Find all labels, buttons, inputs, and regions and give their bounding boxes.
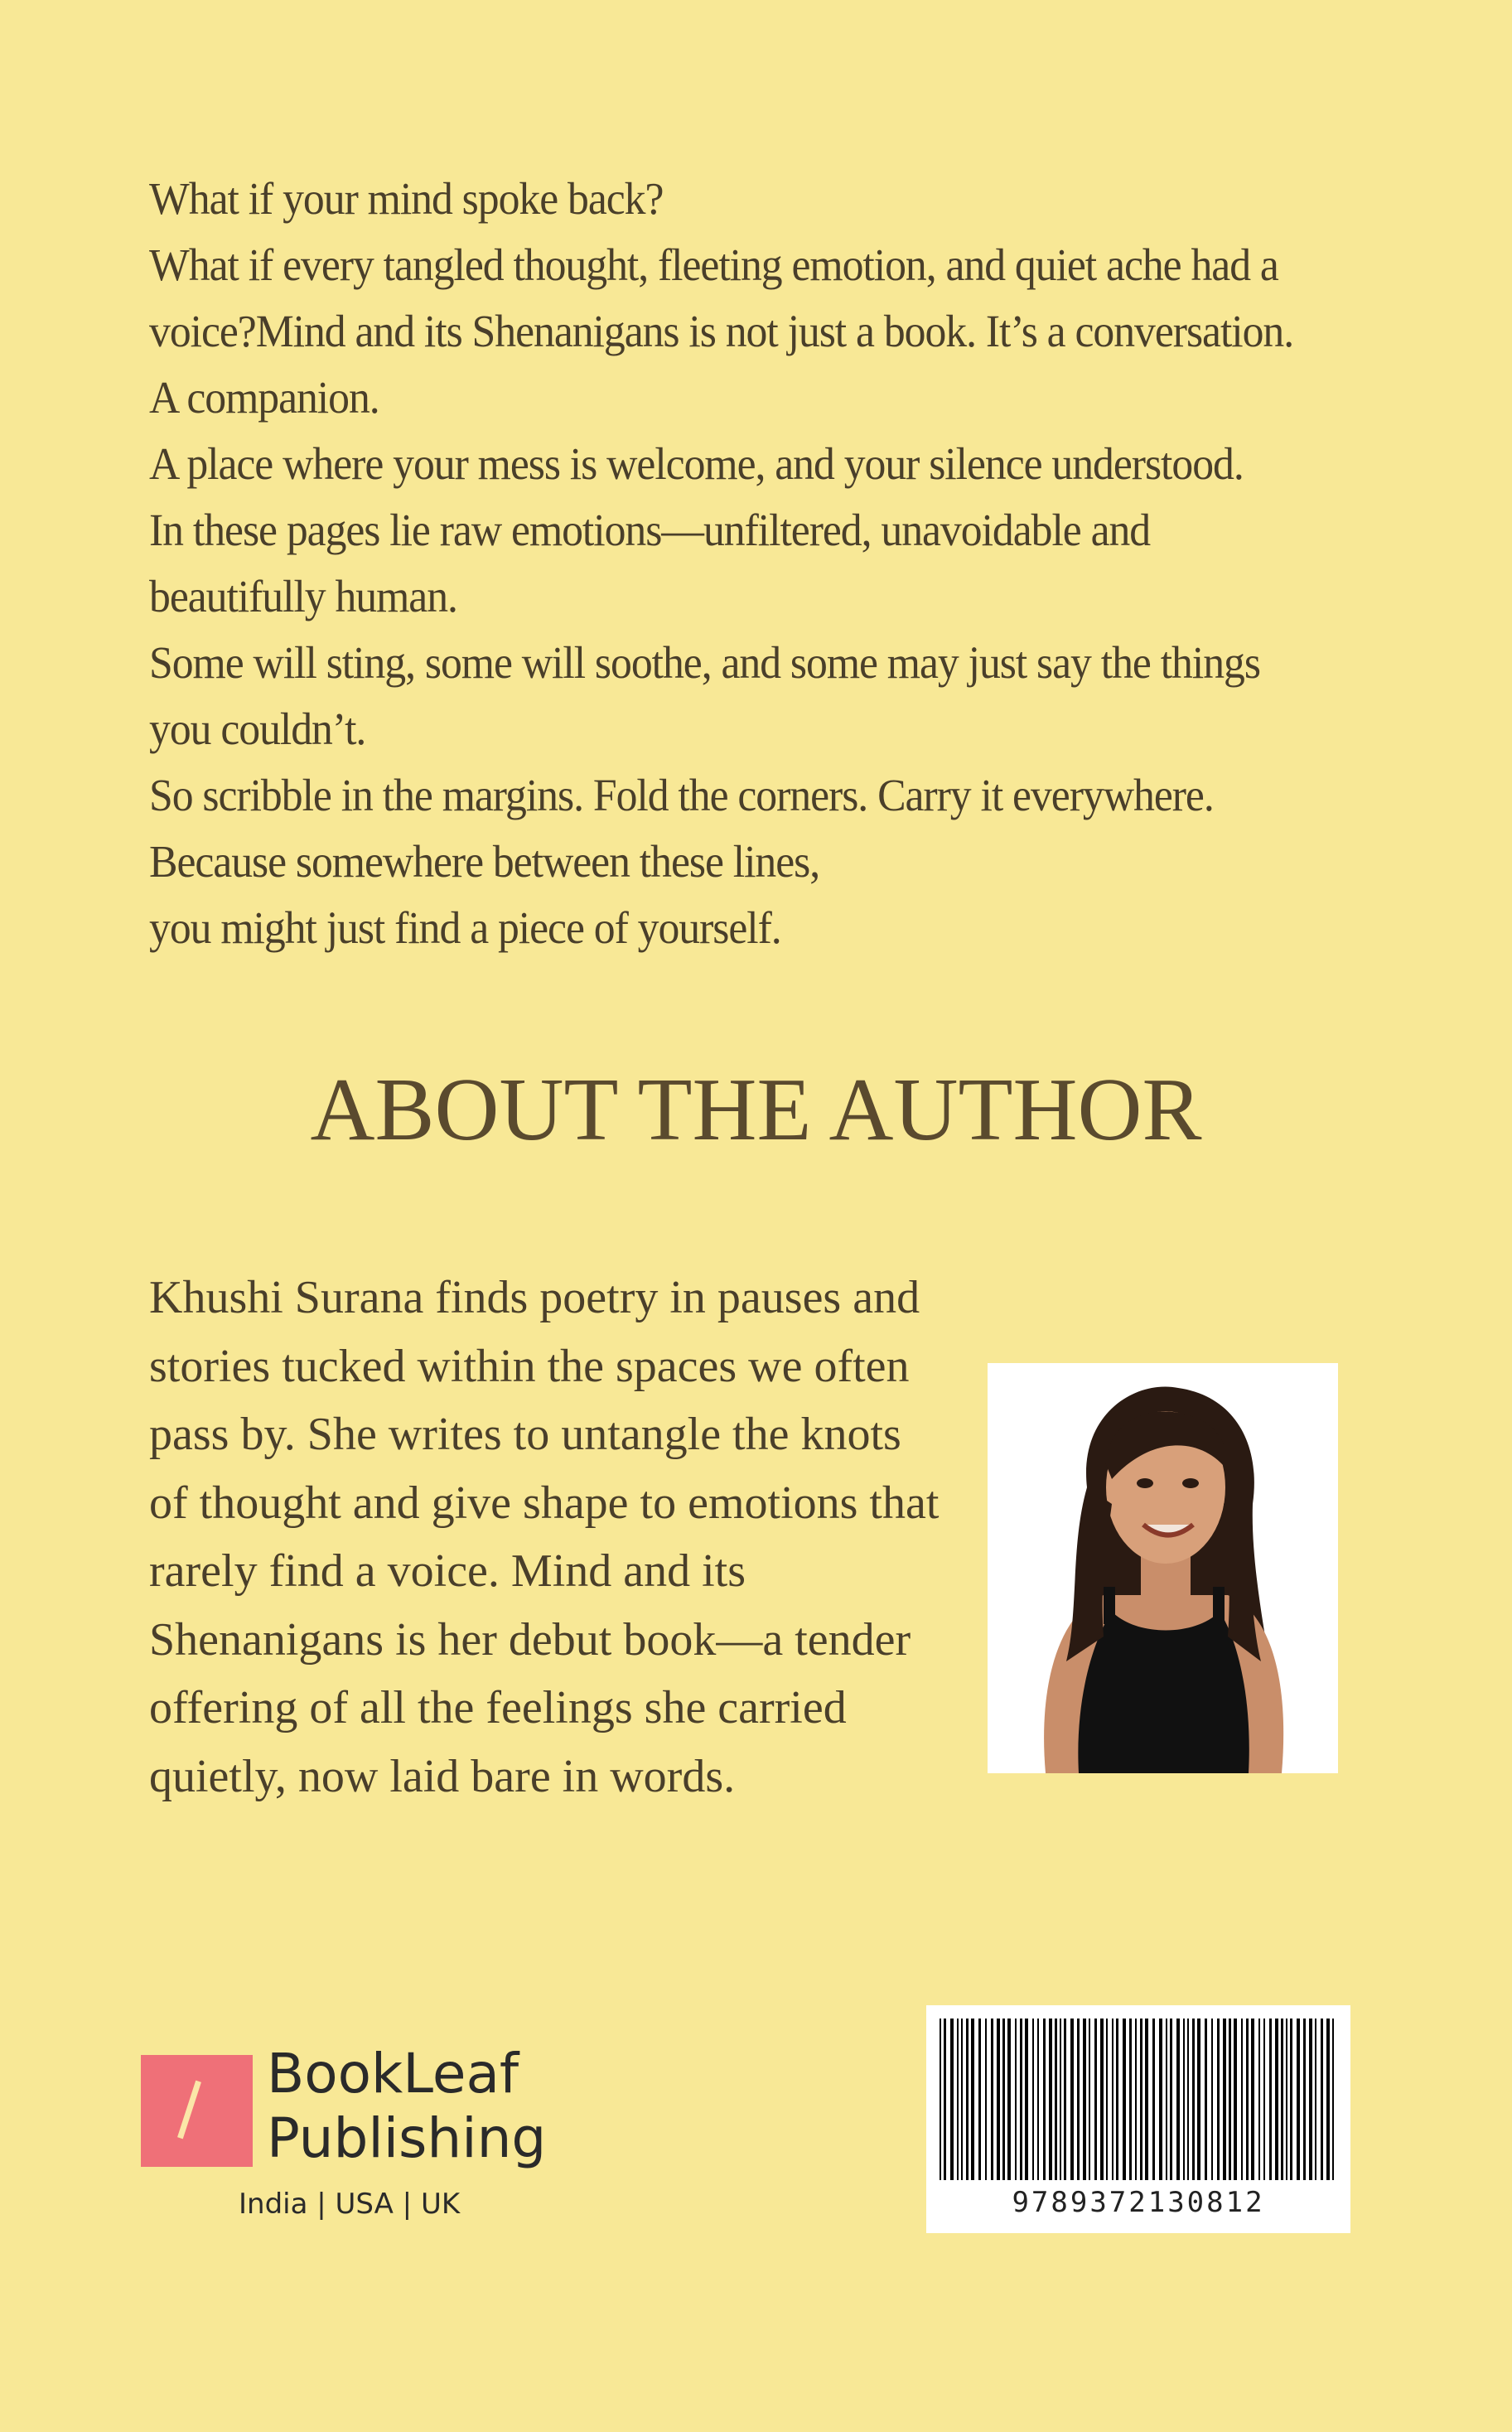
barcode-bar (1145, 2019, 1148, 2180)
barcode-bar (1246, 2019, 1249, 2180)
author-photo (988, 1363, 1338, 1773)
barcode-bar (940, 2019, 941, 2180)
barcode-bar (1217, 2019, 1220, 2180)
barcode-bar (1297, 2019, 1300, 2180)
barcode-bar (1064, 2019, 1066, 2180)
barcode-bars (938, 2019, 1339, 2184)
barcode-bar (1002, 2019, 1005, 2180)
barcode-bar (1211, 2019, 1213, 2180)
blurb-line: What if every tangled thought, fleeting emotion, and quiet ache had a voice?Mind and its Shenanigans is not just a book. It’s a conversation. A companion. (149, 239, 1294, 423)
barcode-bar (1197, 2019, 1200, 2180)
isbn-number: 9789372130812 (1012, 2186, 1265, 2219)
barcode-bar (971, 2019, 974, 2180)
barcode-bar (950, 2019, 954, 2180)
barcode-bar (1166, 2019, 1167, 2180)
blurb-line: Some will sting, some will soothe, and some may just say the things you couldn’t. (149, 637, 1260, 754)
barcode-bar (1037, 2019, 1039, 2180)
barcode-bar (1106, 2019, 1108, 2180)
barcode-bar (1025, 2019, 1028, 2180)
barcode-bar (1070, 2019, 1074, 2180)
barcode-bar (1060, 2019, 1061, 2180)
barcode-bar (1263, 2019, 1265, 2180)
barcode-bar (1083, 2019, 1086, 2180)
bookleaf-logo-icon (141, 2055, 253, 2167)
barcode-bar (1159, 2019, 1162, 2180)
barcode-bar (1170, 2019, 1172, 2180)
barcode-bar (1129, 2019, 1132, 2180)
barcode (926, 2005, 1350, 2233)
barcode-bar (1286, 2019, 1287, 2180)
publisher-name-line1: BookLeaf (267, 2042, 519, 2106)
barcode-bar (978, 2019, 981, 2180)
barcode-bar (1007, 2019, 1011, 2180)
barcode-bar (1241, 2019, 1243, 2180)
barcode-bar (1251, 2019, 1254, 2180)
barcode-bar (1049, 2019, 1052, 2180)
barcode-bar (961, 2019, 963, 2180)
publisher-logo (141, 2042, 572, 2237)
back-cover-blurb (149, 166, 1317, 961)
barcode-bar (985, 2019, 987, 2180)
barcode-bar (1094, 2019, 1097, 2180)
author-bio: Khushi Surana finds poetry in pauses and stories tucked within the spaces we often pass by. She writes to untangle the knots of thought and give shape to emotions that rarely find a voice. Mind and its Shenanigans is her debut book—a tender offering of all the feelings she carried quietly, now laid bare in words. (149, 1272, 940, 1802)
barcode-bar (1187, 2019, 1189, 2180)
barcode-bar (1258, 2019, 1260, 2180)
barcode-bar (1234, 2019, 1237, 2180)
publisher-regions: India | USA | UK (239, 2188, 461, 2221)
barcode-bar (1020, 2019, 1022, 2180)
barcode-bar (957, 2019, 959, 2180)
barcode-bar (1123, 2019, 1126, 2180)
blurb-line: Because somewhere between these lines, (149, 836, 820, 887)
barcode-bar (1281, 2019, 1283, 2180)
barcode-bar (1183, 2019, 1185, 2180)
barcode-bar (1112, 2019, 1113, 2180)
blurb-line: What if your mind spoke back? (149, 173, 664, 224)
barcode-bar (1055, 2019, 1057, 2180)
barcode-bar (1332, 2019, 1334, 2180)
barcode-bar (944, 2019, 946, 2180)
barcode-bar (1032, 2019, 1034, 2180)
barcode-bar (997, 2019, 1000, 2180)
blurb-line: A place where your mess is welcome, and your silence understood. (149, 438, 1244, 489)
barcode-bar (1135, 2019, 1137, 2180)
barcode-bar (1290, 2019, 1292, 2180)
barcode-bar (1223, 2019, 1226, 2180)
author-portrait-icon (988, 1363, 1338, 1773)
barcode-bar (1015, 2019, 1017, 2180)
about-author-heading: ABOUT THE AUTHOR (310, 1061, 1202, 1159)
barcode-bar (1229, 2019, 1231, 2180)
barcode-bar (1089, 2019, 1090, 2180)
barcode-bar (1116, 2019, 1118, 2180)
blurb-line: So scribble in the margins. Fold the corners. Carry it everywhere. (149, 770, 1214, 820)
barcode-bar (1043, 2019, 1046, 2180)
publisher-name-line2: Publishing (267, 2106, 547, 2170)
publisher-name (267, 2042, 546, 2171)
barcode-bar (1303, 2019, 1306, 2180)
barcode-bar (966, 2019, 969, 2180)
barcode-bar (1275, 2019, 1278, 2180)
barcode-bar (1205, 2019, 1207, 2180)
barcode-bar (991, 2019, 993, 2180)
barcode-bar (1269, 2019, 1272, 2180)
barcode-bar (1140, 2019, 1142, 2180)
barcode-bar (1315, 2019, 1316, 2180)
barcode-bar (1309, 2019, 1312, 2180)
barcode-bar (1077, 2019, 1080, 2180)
slash-mark (177, 2081, 201, 2139)
barcode-bar (1192, 2019, 1195, 2180)
blurb-line: you might just find a piece of yourself. (149, 902, 781, 953)
barcode-bar (1321, 2019, 1323, 2180)
barcode-bar (1152, 2019, 1155, 2180)
barcode-bar (1176, 2019, 1180, 2180)
blurb-line: In these pages lie raw emotions—unfiltered, unavoidable and beautifully human. (149, 505, 1151, 621)
barcode-bar (1100, 2019, 1104, 2180)
barcode-bar (1326, 2019, 1330, 2180)
